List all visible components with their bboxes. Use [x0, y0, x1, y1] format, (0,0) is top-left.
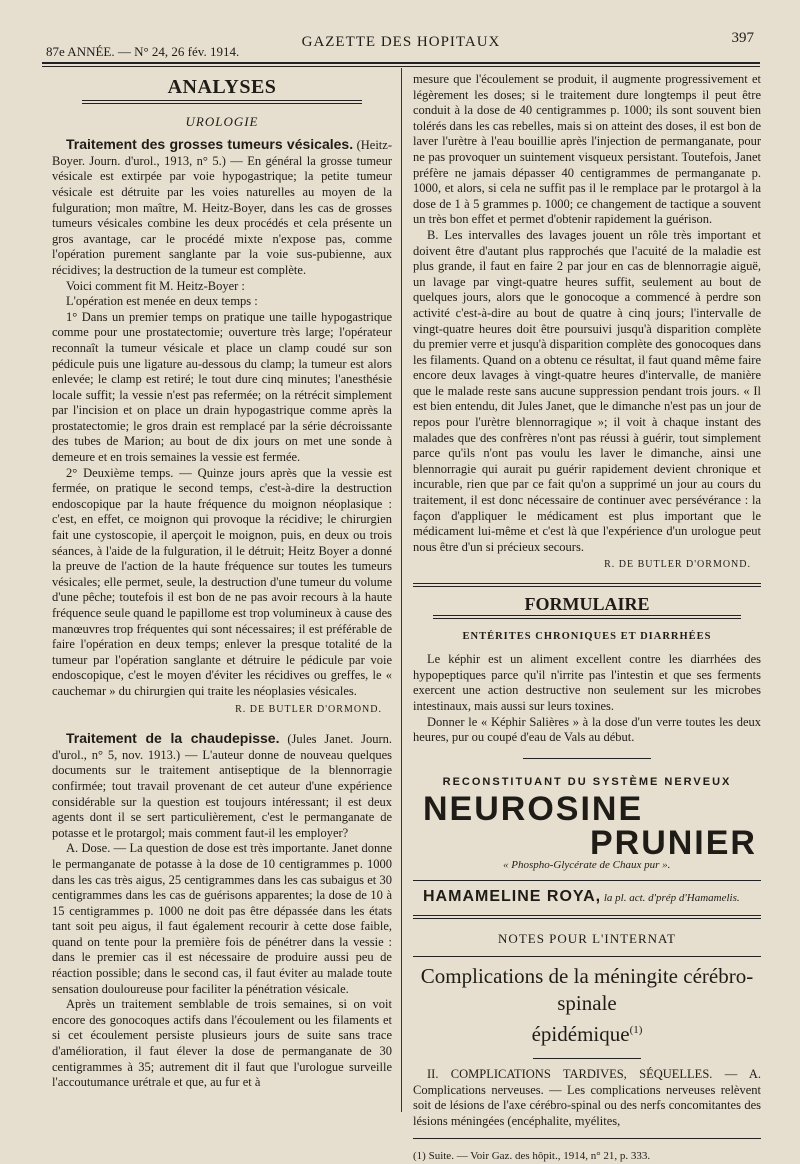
notes-heading: NOTES POUR L'INTERNAT — [413, 931, 761, 947]
issue-info: 87e ANNÉE. — N° 24, 26 fév. 1914. — [46, 44, 239, 60]
notes-p1: II. COMPLICATIONS TARDIVES, SÉQUELLES. — A. Complications nerveuses. — Les complications nerveuses relèvent soit de lésions de l'axe cérébro-spinal ou des nerfs concomitantes des lésions méningées (encéphalite, myélites, — [413, 1067, 761, 1129]
article1-p5: 2° Deuxième temps. — Quinze jours après que la vessie est fermée, on pratique le second temps, c'est-à-dire la destruction endoscopique par la haute fréquence du moignon néoplasique : c'est, en effet, ce moignon qui provoque la récidive; le chirurgien fait une cystoscopie, il aperçoit le moignon, puis, en deux ou trois séances, à l'aide de la fulguration, il le détruit; Heitz Boyer a donné la preuve de l'action de la haute fréquence sur toutes les tumeurs vésicales; elle permet, seule, la destruction d'une tumeur du volume d'une pêche; toutefois il est bon de ne pas avoir recours à la haute fréquence seule quand le papillome est trop volumineux à cause des manœuvres trop fréquentes qui sont nécessaires; il est préférable de faire l'opération en deux temps; enlever la presque totalité de la tumeur par l'opération sanglante et détruire le pédicule par voie endoscopique, c'est le moyen d'éviter les récidives ou greffes, le « cauchemar » du chirurgien qui traite les néoplasies vésicales. — [52, 466, 392, 700]
ad-rule — [523, 758, 651, 759]
article2-intro: Traitement de la chaudepisse. (Jules Janet. Journ. d'urol., n° 5, nov. 1913.) — L'auteur donne de nouveau quelques documents sur le traitement antiseptique de la blennorragie confirmée; tout travail provenant de cet auteur d'une expérience considérable sur la question est toujours intéressant; il est deux agents dont il se sert particulièrement, c'est le permanganate de potasse et le protargol; mais comment faut-il les employer? — [52, 731, 392, 841]
ad-brand-neurosine: NEUROSINE — [423, 790, 761, 828]
ad-hamameline: HAMAMELINE ROYA, la pl. act. d'prép d'Hamamelis. — [423, 889, 761, 907]
left-column — [52, 72, 392, 1091]
formulaire-rule-top — [413, 583, 761, 587]
formulaire-p1: Le képhir est un aliment excellent contre les diarrhées des hypopeptiques parce qu'il n'irrite pas l'intestin et que ses ferments exercent une action destructive non seulement sur les microbes intestinaux, mais aussi sur leurs toxines. — [413, 652, 761, 714]
section-title-analyses: ANALYSES — [52, 80, 392, 96]
formulaire-rule-bottom — [433, 615, 741, 619]
formulaire-p2: Donner le « Képhir Salières » à la dose d'un verre toutes les deux heures, pur ou coupé d'eau de Vals au début. — [413, 715, 761, 746]
article1-signature: R. DE BUTLER D'ORMOND. — [52, 702, 382, 718]
article2-continued-p2: B. Les intervalles des lavages jouent un rôle très important et doivent être d'autant plus rapprochés que l'acuité de la maladie est plus grande, il faut en faire 2 par jour en cas de blennorragie aiguë, un lavage par vingt-quatre heures suffit, seulement au bout de quelques jours, alors que le gonocoque a commencé à perdre son activité c'est-à-dire au bout de quatre à cinq jours; l'intervalle de vingt-quatre heures doit être poursuivi jusqu'à disparition complète du premier verre et jusqu'à disparition complète des gonocoques dans les filaments. Quand on a obtenu ce résultat, il faut quand même faire encore deux lavages à vingt-quatre heures d'intervalle, de manière que le malade reste sans aucune suppression pendant trois jours. « Il est bien entendu, dit Jules Janet, que le dimanche n'est pas un jour de repos pour l'urètre blennorragique »; il voit à chaque instant des malades que des confrères n'ont pas réussi à guérir, tout simplement parce qu'ils n'ont pas voulu les laver le dimanche, ainsi une blennorragie qui aurait pu guérir rapidement devient chronique et incurable, rien que par ce fait qu'on a supprimé un jour au cours du traitement, il est donc nécessaire de continuer avec persévérance : la façon d'appliquer le médicament est plus important que le médicament lui-même et c'est là que l'expérience d'un urologue peut nous être d'un si précieux secours. — [413, 228, 761, 555]
subsection-urologie: UROLOGIE — [52, 114, 392, 130]
section-rule — [82, 100, 362, 104]
article2-title: Traitement de la chaudepisse. — [66, 730, 279, 746]
article1-title: Traitement des grosses tumeurs vésicales. — [66, 136, 353, 152]
header-rule — [42, 62, 760, 64]
article1-intro: Traitement des grosses tumeurs vésicales. (Heitz-Boyer. Journ. d'urol., 1913, n° 5.) — En général la grosse tumeur vésicale est extirpée par voie hypogastrique; la petite tumeur vésicale est détruite par les voies naturelles au moyen de la fulguration; mon maître, M. Heitz-Boyer, dans les cas de grosses tumeurs vésicales combine les deux procédés et cela présente un gros avantage, car le procédé mixte n'expose pas, comme l'opération purement sanglante par la voie sus-pubienne, aux récidives; la destruction de la tumeur est complète. — [52, 137, 392, 278]
ad-brand-prunier: PRUNIER — [413, 828, 757, 858]
article2-p3: Après un traitement semblable de trois semaines, si on voit encore des gonocoques actifs dans l'écoulement ou les filaments et si cet écoulement persiste plusieurs jours de suite sans trace d'amélioration, il faut élever la dose de permanganate de 30 centigrammes à 35; autrement dit il faut que l'urologue surveille l'accoutumance urétrale et que, au fur et à — [52, 997, 392, 1091]
advertisement — [413, 775, 761, 907]
article1-p4: 1° Dans un premier temps on pratique une taille hypogastrique comme pour une prostatectomie; ouverture très large; l'opérateur reconnaît la tumeur vésicale et place un clamp coudé sur son pédicule puis une ligature au-dessous du clamp; la tumeur est alors enlevée; le clamp est retiré; le tout dure cinq minutes; l'anesthésie locale suffit; la vessie n'est pas refermée; on la rétrécit simplement par l'incision et on place un drain hypogastrique comme après la prostatectomie; le gros drain est remplacé par la série décroissante des tubes de Marion; au bout de dix jours on met une sonde à demeure et en trois semaines la vessie est fermée. — [52, 310, 392, 466]
notes-article-title: Complications de la méningite cérébro-spinale épidémique$^{(1)}$ — [413, 963, 761, 1048]
page-number: 397 — [732, 30, 755, 47]
page-header — [40, 28, 762, 56]
right-column — [413, 72, 761, 1164]
formulaire-subhead: ENTÉRITES CHRONIQUES ET DIARRHÉES — [413, 629, 761, 645]
article2-p2: A. Dose. — La question de dose est très importante. Janet donne le permanganate de potasse à la dose de 10 centigrammes p. 1000 dans les cas très aigus, 25 centigrammes dans les cas subaigus et 30 centigrammes dans les cas de guérisons apparentes; la dose de 10 à 15 centigrammes p. 1000 ne doit pas être dépassée dans les états tant soit peu aigus, il faut également recourir à cette dose faible, quand on tente pour la première fois de pénétrer dans la vessie : dans le premier cas il est nécessaire de produire aussi peu de réaction possible; dans le second cas, il faut éviter au malade toute sensation douloureuse pour faciliter la pénétration vésicale. — [52, 841, 392, 997]
article2-signature: R. DE BUTLER D'ORMOND. — [413, 557, 751, 573]
ad-kicker: RECONSTITUANT DU SYSTÈME NERVEUX — [413, 775, 761, 791]
column-divider — [401, 68, 402, 1112]
footnote: (1) Suite. — Voir Gaz. des hôpit., 1914, n° 21, p. 333. — [413, 1149, 761, 1164]
journal-title: GAZETTE DES HOPITAUX — [40, 34, 762, 51]
header-rule-thin — [42, 66, 760, 67]
article1-p3: L'opération est menée en deux temps : — [52, 294, 392, 310]
article2-continued-p1: mesure que l'écoulement se produit, il augmente progressivement et légèrement les doses; si le traitement dure longtemps il peut être conduit à la dose de 40 centigrammes p. 1000; ils sont souvent bien tolérés dans les cas rebelles, mais si on atteint des doses, il est bon de laver l'urètre à l'eau bouillie après l'injection de permanganate, pour ne pas provoquer un suintement visqueux persistant. Toutefois, Janet préfère ne jamais dépasser 40 centigrammes de permanganate p. 1000, et alors, si cela ne suffit pas il le remplace par le protargol à la dose de 1 à 5 grammes p. 1000; ce changement de tactique a souvent un très bon effet et permet d'obtenir rapidement la guérison. — [413, 72, 761, 228]
article1-p2: Voici comment fit M. Heitz-Boyer : — [52, 279, 392, 295]
formulaire-title: FORMULAIRE — [413, 597, 761, 613]
notes-rule — [413, 915, 761, 919]
ad-tagline: « Phospho-Glycérate de Chaux pur ». — [503, 858, 761, 874]
